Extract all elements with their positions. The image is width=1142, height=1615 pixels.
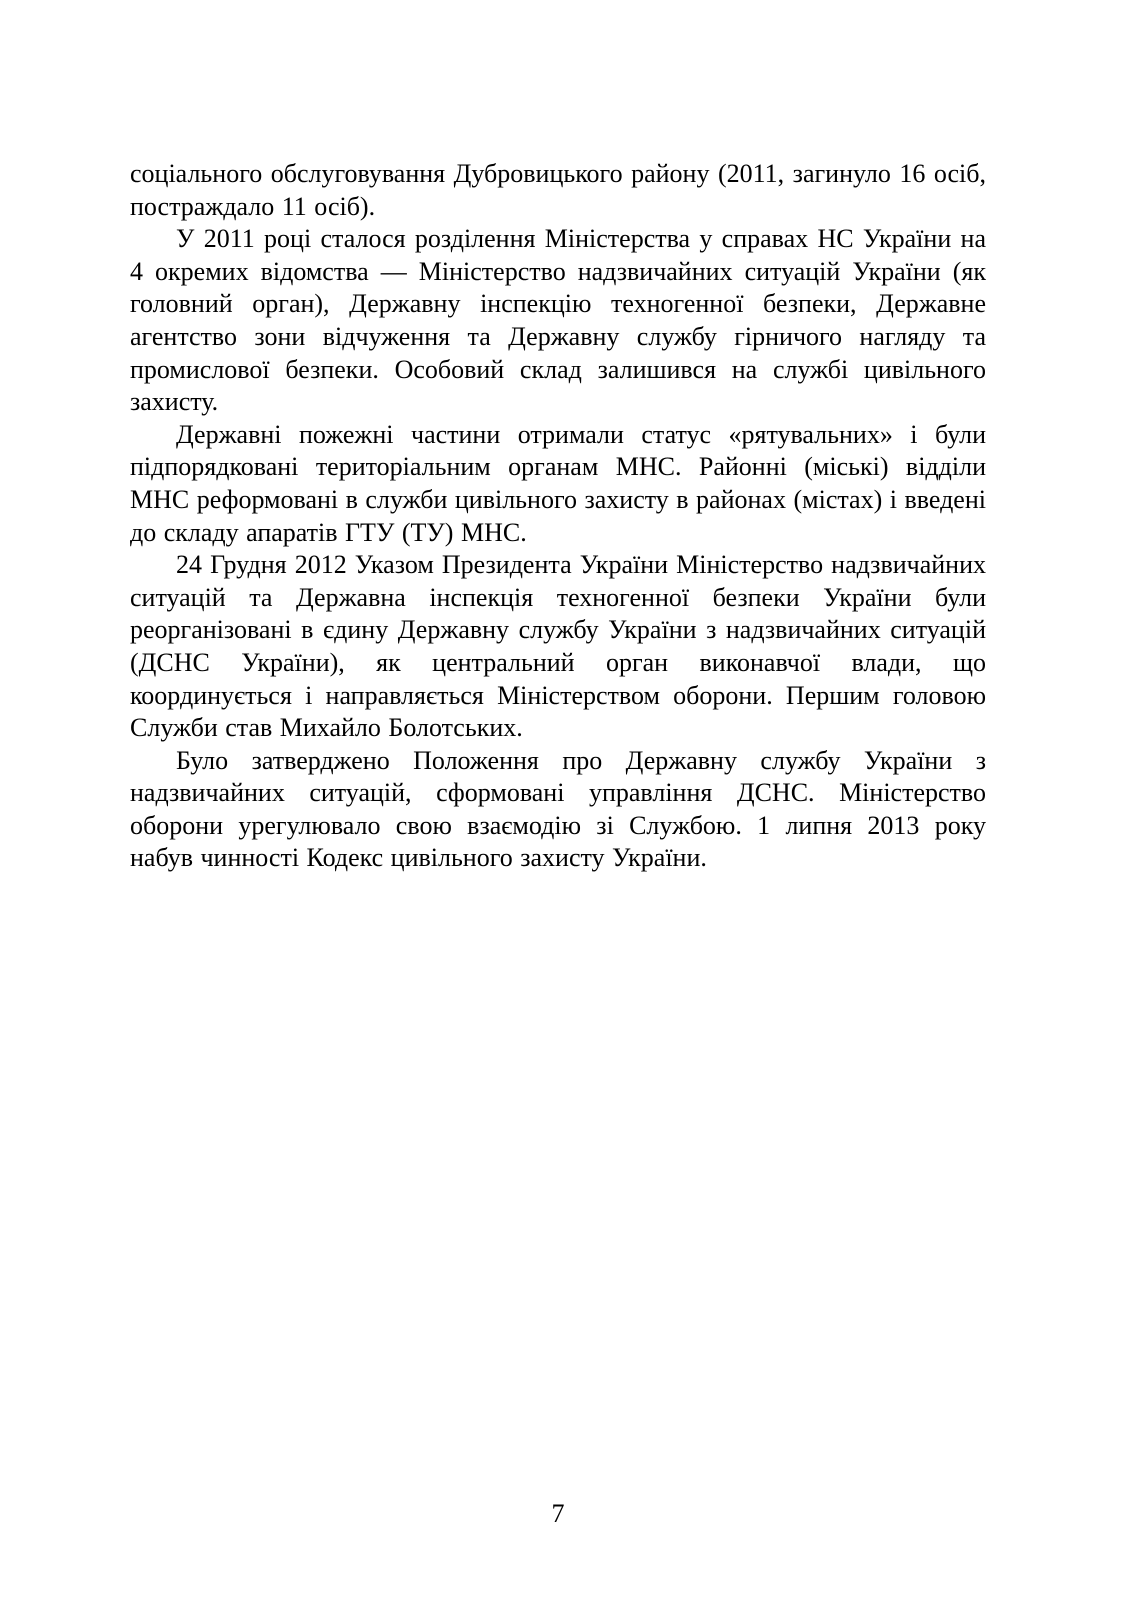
- paragraph: 24 Грудня 2012 Указом Президента України Міністерство надзвичайних ситуацій та Державна інспекція техногенної безпеки України були реорганізовані в єдину Державну службу України з надзвичайних ситуацій (ДСНС України), як центральний орган виконавчої влади, що координується і направляється Міністерством оборони. Першим головою Служби став Михайло Болотських.: [130, 550, 986, 743]
- paragraph: Було затверджено Положення про Державну службу України з надзвичайних ситуацій, сформовані управління ДСНС. Міністерство оборони урегулювало свою взаємодію зі Службою. 1 липня 2013 року набув чинності Кодекс цивільного захисту України.: [130, 745, 986, 873]
- paragraph: Державні пожежні частини отримали статус «рятувальних» і були підпорядковані територіальним органам МНС. Районні (міські) відділи МНС реформовані в служби цивільного захисту в районах (містах) і введені до складу апаратів ГТУ (ТУ) МНС.: [130, 419, 986, 547]
- page-number: 7: [551, 1499, 565, 1528]
- text-block: [130, 158, 986, 875]
- paragraph: У 2011 році сталося розділення Міністерства у справах НС України на 4 окремих відомства — Міністерство надзвичайних ситуацій України (як головний орган), Державну інспекцію техногенної безпеки, Державне агентство зони відчуження та Державну службу гірничого нагляду та промислової безпеки. Особовий склад залишився на службі цивільного захисту.: [130, 224, 986, 417]
- paragraph-continuation: соціального обслуговування Дубровицького району (2011, загинуло 16 осіб, постраждало 11 осіб).: [130, 159, 986, 221]
